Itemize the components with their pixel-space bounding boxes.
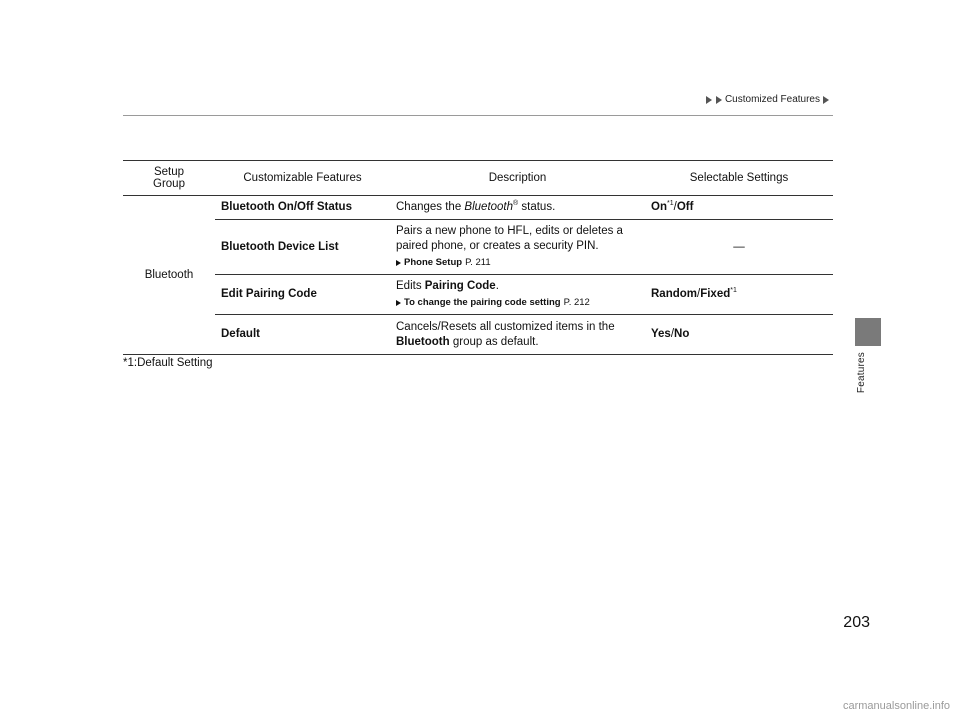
feature-description: [390, 275, 645, 315]
reference-arrow-icon: [396, 300, 401, 306]
header-setup-line2: Group: [153, 178, 185, 190]
breadcrumb-label: Customized Features: [724, 94, 820, 105]
feature-description: [390, 220, 645, 275]
watermark: carmanualsonline.info: [842, 700, 950, 712]
feature-name: Bluetooth Device List: [215, 220, 390, 275]
reference-title: To change the pairing code setting: [404, 297, 561, 308]
setting-option: No: [674, 328, 690, 340]
header-setup-line1: Setup: [153, 166, 185, 178]
feature-name: Bluetooth On/Off Status: [215, 196, 390, 220]
feature-description: [390, 315, 645, 355]
setting-option: On: [651, 201, 667, 213]
header-customizable-features: Customizable Features: [215, 161, 390, 196]
desc-italic: Bluetooth: [464, 201, 514, 213]
reference-title: Phone Setup: [404, 257, 463, 268]
feature-settings: [645, 196, 833, 220]
setting-option: Off: [676, 201, 694, 213]
table-row: [123, 196, 833, 220]
feature-settings: [645, 315, 833, 355]
feature-name: Default: [215, 315, 390, 355]
footnote-marker: *1: [730, 287, 737, 295]
triangle-right-icon: [823, 96, 829, 104]
desc-bold: Pairing Code: [424, 280, 496, 292]
cross-reference[interactable]: [396, 255, 639, 270]
setting-separator: /: [697, 288, 701, 300]
registered-mark: ®: [513, 200, 519, 208]
feature-settings: —: [645, 220, 833, 275]
feature-description: [390, 196, 645, 220]
setting-option: Random: [651, 288, 697, 300]
reference-page: P. 212: [563, 297, 590, 308]
header-selectable-settings: Selectable Settings: [645, 161, 833, 196]
desc-line: Cancels/Resets all customized items in the: [396, 320, 615, 333]
breadcrumb: [705, 94, 830, 105]
setting-separator: /: [673, 201, 677, 213]
header-rule: [123, 115, 833, 116]
desc-text: group as default.: [449, 335, 539, 348]
section-tab-marker: [855, 318, 881, 346]
header-description: Description: [390, 161, 645, 196]
setting-option: Yes: [651, 328, 671, 340]
table-row: [123, 220, 833, 275]
reference-arrow-icon: [396, 260, 401, 266]
setting-separator: /: [670, 328, 675, 340]
desc-text: status.: [518, 201, 556, 213]
group-cell-bluetooth: Bluetooth: [123, 196, 215, 355]
section-tab-label: Features: [856, 352, 867, 394]
features-table: [123, 160, 833, 355]
desc-bold: Bluetooth: [396, 335, 450, 348]
desc-text: .: [495, 280, 499, 292]
table-header-row: [123, 161, 833, 196]
triangle-right-icon: [716, 96, 722, 104]
cross-reference[interactable]: [396, 295, 639, 310]
triangle-right-icon: [706, 96, 712, 104]
header-setup-group: [123, 161, 215, 196]
feature-settings: [645, 275, 833, 315]
reference-page: P. 211: [465, 257, 491, 268]
desc-line: paired phone, or creates a security PIN.: [396, 240, 599, 252]
table-row: [123, 275, 833, 315]
footnote: *1:Default Setting: [123, 357, 213, 369]
page-number: 203: [843, 614, 870, 631]
footnote-marker: *1: [666, 200, 674, 208]
desc-text: Changes the: [396, 201, 465, 213]
table-row: [123, 315, 833, 355]
desc-text: Edits: [396, 280, 425, 292]
setting-option: Fixed: [700, 288, 731, 300]
desc-line: Pairs a new phone to HFL, edits or deletes a: [396, 225, 623, 237]
feature-name: Edit Pairing Code: [215, 275, 390, 315]
